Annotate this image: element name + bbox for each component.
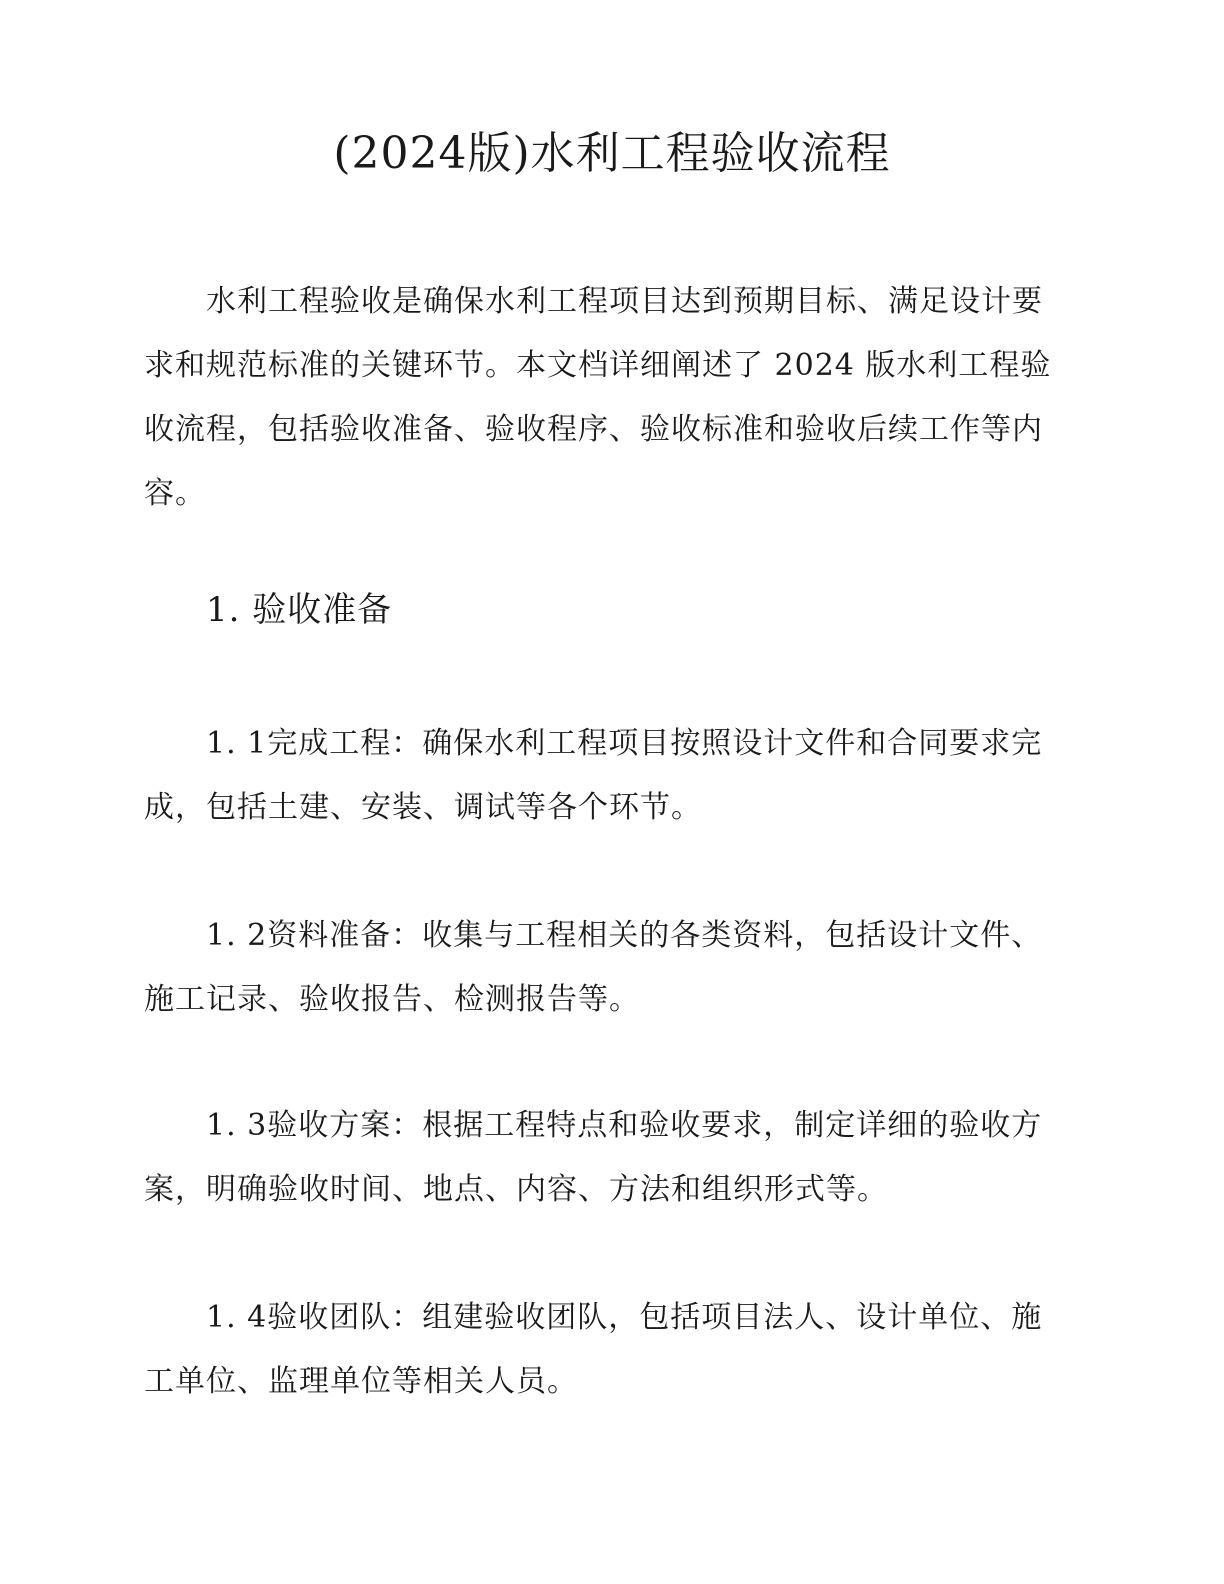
section-item-1-2: 1. 2资料准备：收集与工程相关的各类资料，包括设计文件、施工记录、验收报告、检测报告等。 xyxy=(144,918,1043,1017)
document-title: (2024版)水利工程验收流程 xyxy=(333,128,891,179)
intro-paragraph: 水利工程验收是确保水利工程项目达到预期目标、满足设计要求和规范标准的关键环节。本文档详细阐述了 2024 版水利工程验收流程，包括验收准备、验收程序、验收标准和验收后续工作等内容。 xyxy=(144,284,1052,511)
section-item-1-3: 1. 3验收方案：根据工程特点和验收要求，制定详细的验收方案，明确验收时间、地点、内容、方法和组织形式等。 xyxy=(144,1108,1043,1207)
section-heading: 1. 验收准备 xyxy=(206,590,393,630)
section-item-1-4: 1. 4验收团队：组建验收团队，包括项目法人、设计单位、施工单位、监理单位等相关人员。 xyxy=(144,1300,1043,1399)
section-item-1-1: 1. 1完成工程：确保水利工程项目按照设计文件和合同要求完成，包括土建、安装、调试等各个环节。 xyxy=(144,726,1043,825)
